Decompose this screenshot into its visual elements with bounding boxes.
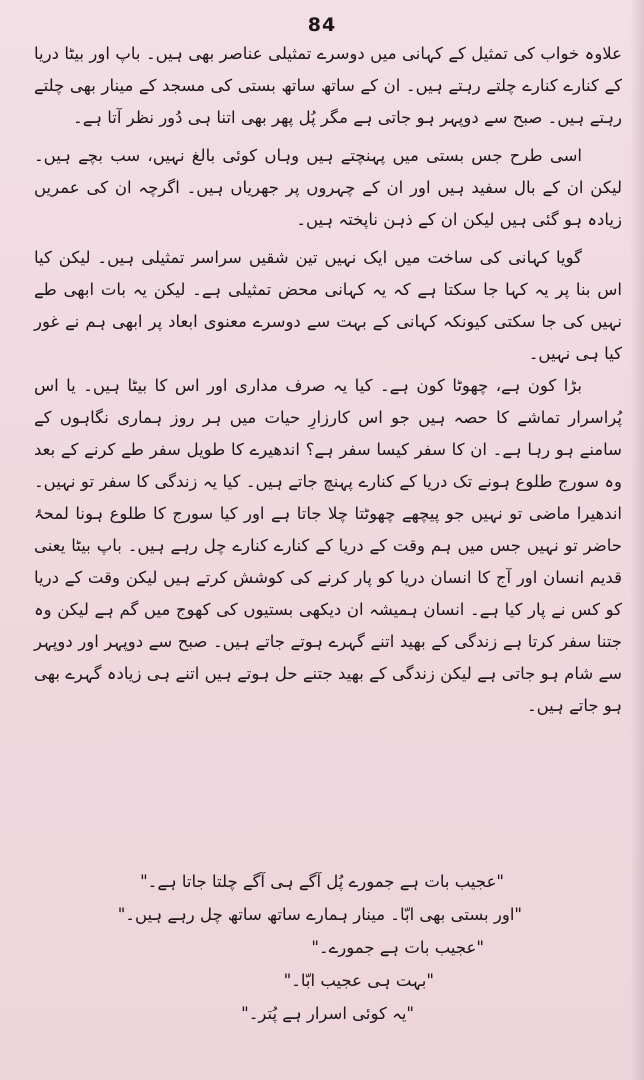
paragraph: بڑا کون ہے، چھوٹا کون ہے۔ کیا یہ صرف مداری اور اس کا بیٹا ہیں۔ یا اس پُراسرار تماشے کا حصہ ہیں جو اس کارزارِ حیات میں ہر روز ہماری نگاہوں کے سامنے ہو رہا ہے۔ ان کا سفر کیسا سفر ہے؟ اندھیرے کا طویل سفر طے کرنے کے بعد وہ سورج طلوع ہونے تک دریا کے کنارے پہنچ جاتے ہیں۔ کیا یہ زندگی کا سفر تو نہیں۔ اندھیرا ماضی تو نہیں جو پیچھے چھوٹتا چلا جاتا ہے اور کیا سورج کا طلوع ہونا لمحۂ حاضر تو نہیں جس میں ہم وقت کے دریا کے کنارے کنارے چل رہے ہیں۔ باپ بیٹا یعنی قدیم انسان اور آج کا انسان دریا کو پار کرنے کی کوشش کرتے ہیں لیکن وقت کے دریا کو کس نے پار کیا ہے۔ انسان ہمیشہ ان دیکھی بستیوں کی کھوج میں گم ہے لیکن وہ جتنا سفر کرتا ہے زندگی کے بھید اتنے گہرے ہوتے جاتے ہیں۔ صبح سے دوپہر اور دوپہر سے شام ہو جاتی ہے لیکن زندگی کے بھید جتنے حل ہوتے ہیں اتنے ہی زیادہ گہرے بھی ہو جاتے ہیں۔ — [34, 376, 622, 715]
dialogue-line: "اور بستی بھی ابّا۔ مینار ہمارے ساتھ ساتھ چل رہے ہیں۔" — [117, 905, 522, 924]
dialogue-line: "بہت ہی عجیب ابّا۔" — [283, 971, 434, 990]
paragraph: گویا کہانی کی ساخت میں ایک نہیں تین شقیں سراسر تمثیلی ہیں۔ لیکن کیا اس بنا پر یہ کہا جا سکتا ہے کہ یہ کہانی محض تمثیلی ہے۔ لیکن یہ بات ابھی طے نہیں کی جا سکتی کیونکہ کہانی کے بہت سے دوسرے معنوی ابعاد پر ابھی ہم نے غور کیا ہی نہیں۔ — [34, 248, 622, 363]
dialogue-line: "یہ کوئی اسرار ہے پُتر۔" — [241, 1004, 414, 1023]
dialogue-line: "عجیب بات ہے جمورے پُل آگے ہی آگے چلتا جاتا ہے۔" — [140, 872, 504, 891]
body-text — [34, 38, 622, 722]
page-number: 84 — [307, 14, 337, 36]
paragraph: اسی طرح جس بستی میں پہنچتے ہیں وہاں کوئی بالغ نہیں، سب بچے ہیں۔ لیکن ان کے بال سفید ہیں اور ان کے چہروں پر جھریاں ہیں۔ اگرچہ ان کی عمریں زیادہ ہو گئی ہیں لیکن ان کے ذہن ناپختہ ہیں۔ — [34, 146, 622, 229]
dialogue-block — [34, 865, 622, 1030]
paragraph: علاوہ خواب کی تمثیل کے کہانی میں دوسرے تمثیلی عناصر بھی ہیں۔ باپ اور بیٹا دریا کے کنارے کنارے چلتے رہتے ہیں۔ ان کے ساتھ ساتھ بستی کی مسجد کے مینار بھی چلتے رہتے ہیں۔ صبح سے دوپہر ہو جاتی ہے مگر پُل پھر بھی اتنا ہی دُور نظر آتا ہے۔ — [34, 44, 622, 127]
dialogue-line: "عجیب بات ہے جمورے۔" — [311, 938, 484, 957]
page-edge-shadow — [630, 0, 644, 1080]
